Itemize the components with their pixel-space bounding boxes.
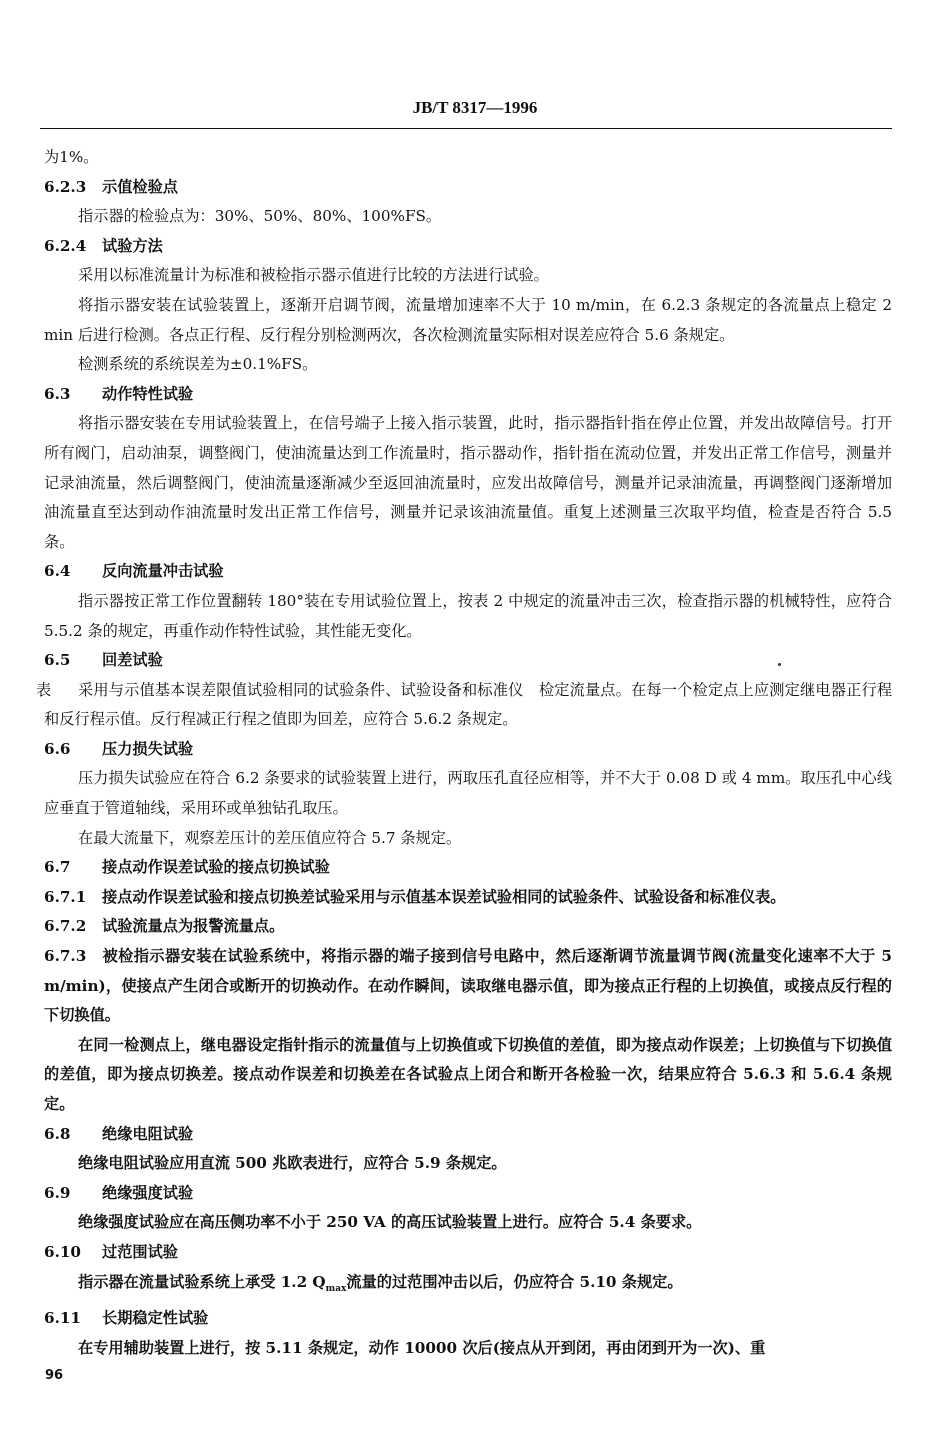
subscript-max: max: [325, 1283, 347, 1294]
section-number: 6.7.3: [44, 947, 87, 966]
section-number: 6.10: [44, 1242, 81, 1261]
paragraph: 绝缘电阻试验应用直流 500 兆欧表进行，应符合 5.9 条规定。: [78, 1154, 507, 1173]
clause-text: 试验流量点为报警流量点。: [102, 917, 285, 936]
document-body: [36, 143, 892, 1363]
paragraph: 检测系统的系统误差为±0.1%FS。: [78, 355, 318, 374]
paragraph: 将指示器安装在试验装置上，逐渐开启调节阀，流量增加速率不大于 10 m/min，在 6.2.3 条规定的各流量点上稳定 2 min 后进行检测。各点正行程、反行程分别检测两次，各次检测流量实际相对误差应符合 5.6 条规定。: [44, 295, 892, 344]
section-title: 示值检验点: [102, 177, 178, 196]
clause-6-7-2: [44, 912, 892, 942]
section-heading-6-2-3: [44, 173, 892, 203]
section-heading-6-4: [44, 557, 892, 587]
section-heading-6-10: [44, 1238, 892, 1268]
section-heading-6-5: [44, 646, 892, 676]
section-number: 6.4: [44, 562, 71, 581]
paragraph: 在专用辅助装置上进行，按 5.11 条规定，动作 10000 次后(接点从开到闭，再由闭到开为一次)、重: [78, 1338, 766, 1357]
page-header-standard-number: JB/T 8317—1996: [412, 98, 538, 117]
section-number: 6.2.4: [44, 236, 87, 255]
paragraph: 指示器按正常工作位置翻转 180°装在专用试验位置上，按表 2 中规定的流量冲击三次，检查指示器的机械特性，应符合 5.5.2 条的规定，再重作动作特性试验，其性能无变化。: [44, 591, 892, 640]
paragraph: 在同一检测点上，继电器设定指针指示的流量值与上切换值或下切换值的差值，即为接点动作误差；上切换值与下切换值的差值，即为接点切换差。接点动作误差和切换差在各试验点上闭合和断开各检验一次，结果应符合 5.6.3 和 5.6.4 条规定。: [44, 1035, 892, 1113]
section-title: 反向流量冲击试验: [102, 562, 224, 581]
section-heading-6-7: [44, 853, 892, 883]
section-title: 绝缘强度试验: [102, 1183, 194, 1202]
section-title: 长期稳定性试验: [102, 1309, 209, 1328]
paragraph: [36, 676, 892, 735]
section-number: 6.2.3: [44, 177, 87, 196]
stray-marker: 表: [36, 680, 52, 699]
section-title: 过范围试验: [102, 1242, 178, 1261]
section-title: 试验方法: [102, 236, 163, 255]
clause-6-7-3: [44, 942, 892, 1031]
section-heading-6-2-4: [44, 232, 892, 262]
section-number: 6.6: [44, 739, 71, 758]
paragraph: 绝缘强度试验应在高压侧功率不小于 250 VA 的高压试验装置上进行。应符合 5.4 条要求。: [78, 1213, 702, 1232]
section-heading-6-6: [44, 735, 892, 765]
section-heading-6-11: [44, 1304, 892, 1334]
clause-6-7-1: [44, 883, 892, 913]
section-number: 6.3: [44, 384, 71, 403]
section-heading-6-3: [44, 380, 892, 410]
section-number: 6.7: [44, 858, 71, 877]
continued-text: 为1%。: [44, 148, 99, 166]
section-title: 接点动作误差试验的接点切换试验: [102, 858, 330, 877]
section-number: 6.8: [44, 1124, 71, 1143]
section-title: 压力损失试验: [102, 739, 194, 758]
paragraph-text-start: 指示器在流量试验系统上承受 1.2 Q: [78, 1272, 326, 1291]
section-number: 6.5: [44, 651, 71, 670]
paragraph: 在最大流量下，观察差压计的差压值应符合 5.7 条规定。: [78, 828, 462, 847]
clause-text: 被检指示器安装在试验系统中，将指示器的端子接到信号电路中，然后逐渐调节流量调节阀(流量变化速率不大于 5 m/min)，使接点产生闭合或断开的切换动作。在动作瞬间，读取继电器示值，即为接点正行程的上切换值，或接点反行程的下切换值。: [44, 947, 892, 1025]
section-number: 6.7.1: [44, 887, 87, 906]
paragraph: 压力损失试验应在符合 6.2 条要求的试验装置上进行，两取压孔直径应相等，并不大于 0.08 D 或 4 mm。取压孔中心线应垂直于管道轴线，采用环或单独钻孔取压。: [44, 769, 892, 818]
paragraph: 采用以标准流量计为标准和被检指示器示值进行比较的方法进行试验。: [78, 266, 549, 285]
section-title: 回差试验: [102, 651, 163, 670]
scan-speck: [778, 663, 781, 666]
section-title: 动作特性试验: [102, 384, 194, 403]
header-rule: [40, 128, 892, 129]
page-number: 96: [45, 1368, 64, 1383]
paragraph-text-end: 流量的过范围冲击以后，仍应符合 5.10 条规定。: [346, 1272, 683, 1291]
paragraph: [44, 1268, 892, 1305]
section-number: 6.11: [44, 1309, 81, 1328]
paragraph-text: 采用与示值基本误差限值试验相同的试验条件、试验设备和标准仪 检定流量点。在每一个检定点上应测定继电器正行程和反行程示值。反行程减正行程之值即为回差，应符合 5.6.2 条规定。: [44, 680, 892, 729]
section-heading-6-9: [44, 1179, 892, 1209]
section-title: 绝缘电阻试验: [102, 1124, 194, 1143]
section-number: 6.7.2: [44, 917, 87, 936]
paragraph: 将指示器安装在专用试验装置上，在信号端子上接入指示装置，此时，指示器指针指在停止位置，并发出故障信号。打开所有阀门，启动油泵，调整阀门，使油流量达到工作流量时，指示器动作，指针指在流动位置，并发出正常工作信号，测量并记录油流量，然后调整阀门，使油流量逐渐减少至返回油流量时，应发出故障信号，测量并记录油流量，再调整阀门逐渐增加油流量直至达到动作油流量时发出正常工作信号，测量并记录该油流量值。重复上述测量三次取平均值，检查是否符合 5.5 条。: [44, 414, 892, 551]
clause-text: 接点动作误差试验和接点切换差试验采用与示值基本误差试验相同的试验条件、试验设备和标准仪表。: [102, 887, 786, 906]
section-heading-6-8: [44, 1120, 892, 1150]
section-number: 6.9: [44, 1183, 71, 1202]
paragraph: 指示器的检验点为：30%、50%、80%、100%FS。: [78, 207, 442, 226]
